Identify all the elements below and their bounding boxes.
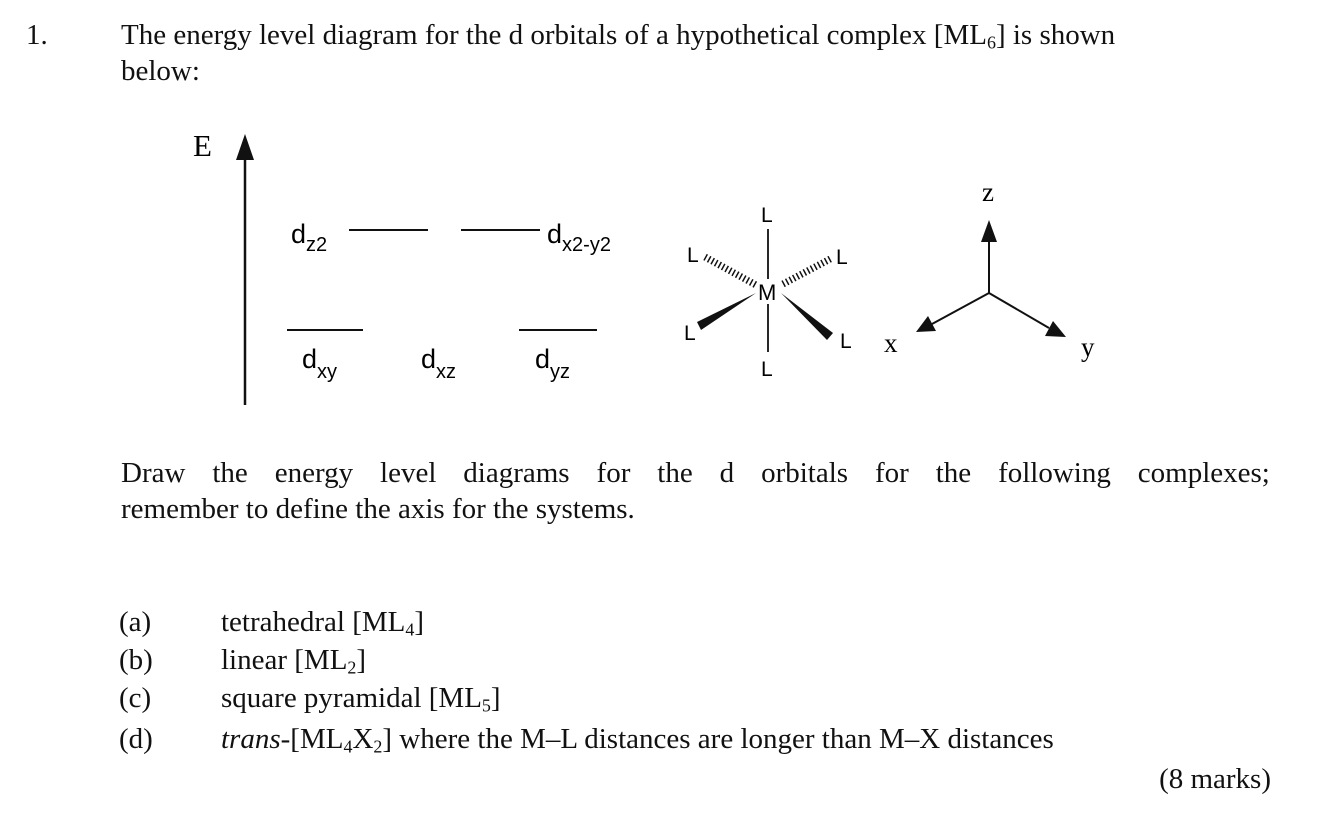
instruction-word: the [657, 457, 693, 489]
question-number: 1. [26, 19, 48, 51]
coordinate-axes [884, 177, 1095, 362]
orbital-label-dxz: $d_{xz}$ [421, 344, 457, 383]
orbital-label-dz2: $d_{z2}$ [291, 219, 328, 256]
stem-text-end: ] is shown [995, 19, 1116, 51]
orbital-label-dyz: $d_{yz}$ [535, 344, 571, 383]
instruction-word: d [719, 457, 735, 489]
part-a-label: (a) [119, 606, 152, 638]
instruction-word: the [212, 457, 248, 489]
instruction-word: for [596, 457, 631, 489]
instruction-word: following [998, 457, 1111, 489]
energy-axis-arrowhead [236, 134, 254, 160]
bond-wedge-front-left [697, 293, 756, 330]
part-b-label: (b) [119, 644, 153, 676]
instruction-word: level [380, 457, 437, 489]
instruction-line-1 [121, 456, 1270, 490]
marks-allocation: (8 marks) [1159, 763, 1271, 795]
instruction-word: orbitals [761, 457, 849, 489]
ligand-label-top: L [761, 204, 773, 227]
orbital-label-dxy: $d_{xy}$ [302, 344, 338, 383]
orbital-label-dx2-y2: $d_{x2-y2}$ [547, 219, 611, 256]
octahedral-complex-structure [684, 204, 852, 381]
question-stem-line-2: below: [121, 55, 200, 87]
energy-axis-label: E [193, 128, 212, 163]
part-b-text: linear $[ML_2]$ [221, 644, 367, 678]
instruction-line-2: remember to define the axis for the systems. [121, 493, 635, 525]
stem-text: The energy level diagram for the d orbitals of a hypothetical complex [ML [121, 19, 987, 51]
instruction-word: for [874, 457, 909, 489]
part-d-label: (d) [119, 723, 153, 755]
y-axis-label: y [1081, 332, 1095, 362]
y-axis-line [989, 293, 1049, 328]
instruction-word: the [935, 457, 972, 489]
part-c-label: (c) [119, 682, 152, 714]
y-axis-arrowhead [1045, 321, 1066, 337]
ligand-label-front-left: L [684, 322, 696, 345]
bond-wedge-front-right [781, 293, 833, 340]
part-d-text: trans-$[ML_4X_2]$ where the M–L distances are longer than M–X distances [221, 723, 1054, 757]
ligand-label-front-right: L [840, 330, 852, 353]
x-axis-label: x [884, 328, 898, 358]
metal-label: M [758, 280, 777, 305]
part-a-text: tetrahedral $[ML_4]$ [221, 606, 425, 640]
bond-hashed-back-right [783, 258, 832, 284]
instruction-word: diagrams [463, 457, 570, 489]
stem-subscript: 6 [986, 32, 996, 53]
instruction-word: Draw [121, 457, 186, 489]
bond-hashed-back-left [705, 257, 756, 285]
z-axis-label: z [982, 177, 994, 207]
part-c-text: square pyramidal $[ML_5]$ [221, 682, 501, 716]
instruction-word: energy [274, 457, 354, 489]
z-axis-arrowhead [981, 220, 997, 242]
x-axis-line [932, 293, 989, 324]
instruction-word: complexes; [1137, 457, 1270, 489]
ligand-label-back-right: L [836, 246, 848, 269]
ligand-label-back-left: L [687, 244, 699, 267]
ligand-label-bottom: L [761, 358, 773, 381]
